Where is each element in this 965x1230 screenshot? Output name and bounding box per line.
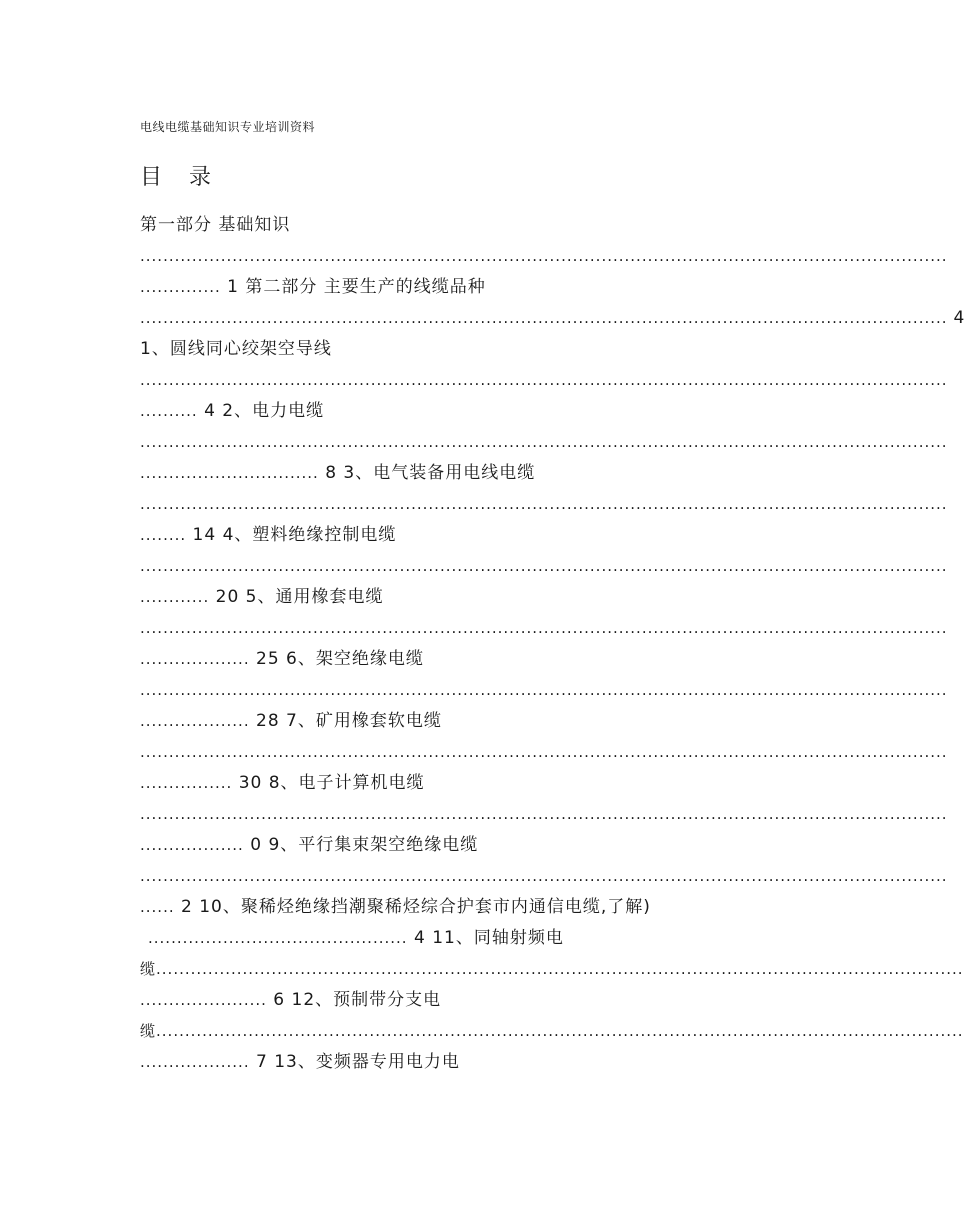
toc-leader-dots: .............. bbox=[140, 278, 221, 296]
toc-leader-dots: ............................................................................................................................................ bbox=[140, 495, 948, 513]
toc-line bbox=[140, 799, 948, 830]
toc-line bbox=[140, 582, 806, 613]
toc-leader-dots: ............................................. bbox=[148, 929, 408, 947]
toc-leader-dots: ............................................................................................................................................ bbox=[140, 309, 948, 327]
toc-line bbox=[140, 830, 806, 861]
toc-line bbox=[140, 954, 964, 985]
toc-leader-dots: ................... bbox=[140, 712, 250, 730]
toc-entry-text: 第一部分 基础知识 bbox=[140, 215, 291, 235]
toc-line bbox=[140, 1016, 964, 1047]
toc-leader-dots: ................... bbox=[140, 1053, 250, 1071]
toc-leader-dots: ............................................................................................................................................ bbox=[140, 867, 948, 885]
toc-entry-text: 4 11、同轴射频电 bbox=[407, 928, 564, 948]
toc-line bbox=[140, 737, 948, 768]
toc-leader-dots: ............................................................................................................................................ bbox=[156, 1022, 964, 1040]
toc-entry-text: 2 10、聚稀烃绝缘挡潮聚稀烃综合护套市内通信电缆,了解) bbox=[174, 897, 651, 917]
toc-leader-dots: ............................................................................................................................................ bbox=[156, 960, 964, 978]
toc-line bbox=[140, 861, 948, 892]
toc-leader-dots: ................... bbox=[140, 650, 250, 668]
toc-page-number: 4 bbox=[953, 308, 965, 328]
toc-line bbox=[140, 551, 948, 582]
toc-entry-text: 6 12、预制带分支电 bbox=[266, 990, 442, 1010]
toc-leader-dots: ................ bbox=[140, 774, 233, 792]
toc-leader-dots: ............................................................................................................................................ bbox=[140, 619, 948, 637]
toc-leader-dots: ............................................................................................................................................ bbox=[140, 433, 948, 451]
toc-leader-dots: ............ bbox=[140, 588, 210, 606]
toc-leader-dots: ........ bbox=[140, 526, 187, 544]
toc-line bbox=[140, 892, 806, 923]
toc-line bbox=[140, 365, 948, 396]
toc-line bbox=[140, 396, 806, 427]
toc-line bbox=[140, 458, 806, 489]
toc-leader-dots: .......... bbox=[140, 402, 198, 420]
toc-line bbox=[140, 613, 948, 644]
toc-entry-text: 28 7、矿用橡套软电缆 bbox=[249, 711, 442, 731]
toc-entry-text: 25 6、架空绝缘电缆 bbox=[249, 649, 424, 669]
toc-leader-dots: ............................................................................................................................................ bbox=[140, 247, 948, 265]
toc-entry-text: 7 13、变频器专用电力电 bbox=[249, 1052, 460, 1072]
toc-entry-text: 1、圆线同心绞架空导线 bbox=[140, 339, 332, 359]
document-header: 电线电缆基础知识专业培训资料 bbox=[140, 120, 316, 134]
toc-leader-wrap bbox=[156, 1016, 964, 1047]
toc-line bbox=[140, 272, 806, 303]
toc-entry-text: 8 3、电气装备用电线电缆 bbox=[318, 463, 536, 483]
toc-line bbox=[140, 520, 806, 551]
toc-line bbox=[140, 675, 948, 706]
toc-leader-dots: ............................................................................................................................................ bbox=[140, 805, 948, 823]
toc-entry-text: 4 2、电力电缆 bbox=[197, 401, 325, 421]
toc-line bbox=[140, 985, 806, 1016]
toc-line bbox=[140, 489, 948, 520]
toc-leader-dots: ...... bbox=[140, 898, 175, 916]
toc-line bbox=[140, 210, 806, 241]
toc-entry-text: 0 9、平行集束架空绝缘电缆 bbox=[243, 835, 479, 855]
toc-line bbox=[140, 644, 806, 675]
toc-leader-dots: ............................................................................................................................................ bbox=[140, 743, 948, 761]
toc-leader-wrap bbox=[140, 303, 948, 334]
toc-entry-text: 缆 bbox=[140, 1022, 157, 1040]
toc-leader-dots: .................. bbox=[140, 836, 244, 854]
toc-leader-wrap bbox=[156, 954, 964, 985]
toc-line bbox=[140, 334, 806, 365]
toc-leader-dots: ............................................................................................................................................ bbox=[140, 557, 948, 575]
toc-line bbox=[140, 923, 806, 954]
toc-body bbox=[140, 210, 965, 1078]
toc-leader-dots: ............................................................................................................................................ bbox=[140, 681, 948, 699]
toc-entry-text: 1 第二部分 主要生产的线缆品种 bbox=[220, 277, 486, 297]
toc-entry-text: 缆 bbox=[140, 960, 157, 978]
toc-entry-text: 14 4、塑料绝缘控制电缆 bbox=[186, 525, 397, 545]
toc-line bbox=[140, 303, 965, 334]
toc-leader-dots: ............................... bbox=[140, 464, 319, 482]
toc-leader-dots: ............................................................................................................................................ bbox=[140, 371, 948, 389]
toc-line bbox=[140, 241, 948, 272]
toc-line bbox=[140, 768, 806, 799]
toc-title: 目 录 bbox=[140, 165, 221, 190]
toc-leader-dots: ...................... bbox=[140, 991, 267, 1009]
toc-entry-text: 30 8、电子计算机电缆 bbox=[232, 773, 425, 793]
toc-line bbox=[140, 706, 806, 737]
toc-line bbox=[140, 1047, 806, 1078]
toc-entry-text: 20 5、通用橡套电缆 bbox=[209, 587, 384, 607]
toc-line bbox=[140, 427, 948, 458]
